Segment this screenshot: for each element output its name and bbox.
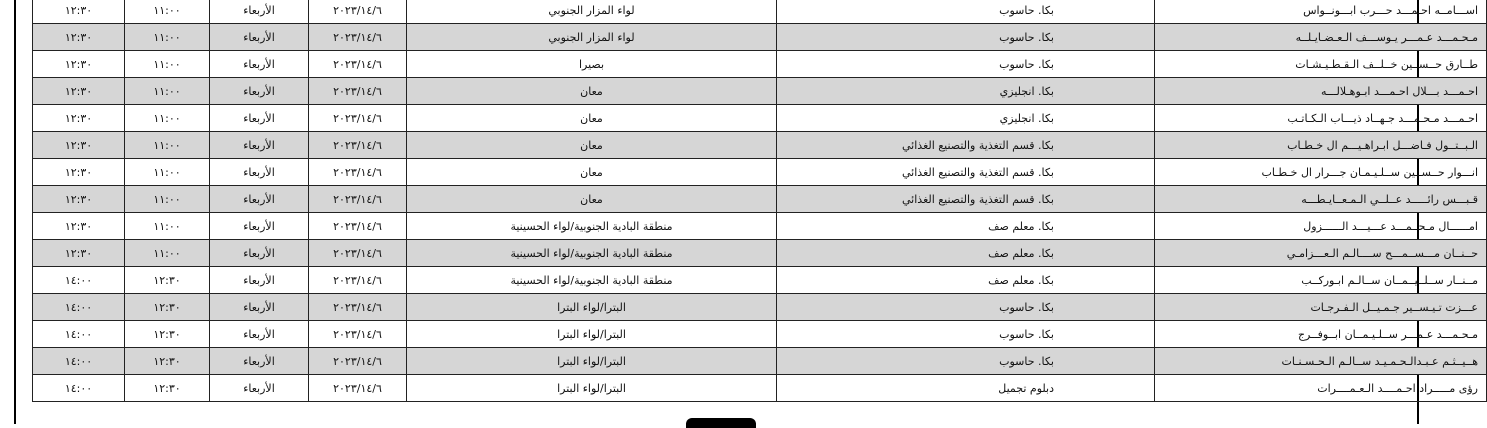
specialty-cell: بكا. حاسوب [777,0,1155,24]
end-time-cell: ١٤:٠٠ [33,348,125,375]
start-time-cell: ١٢:٣٠ [125,375,210,402]
end-time-cell: ١٢:٣٠ [33,78,125,105]
location-cell: البترا/لواء البترا [407,294,777,321]
day-cell: الأربعاء [210,159,309,186]
table-row [33,294,1487,321]
date-cell: ٢٠٢٣/١٤/٦ [309,0,407,24]
candidate-name-cell: احـمـــد مـحـمـــد جـهــاد ذيـــاب الـكـاتـب [1155,105,1487,132]
table-row [33,132,1487,159]
location-cell: معان [407,186,777,213]
day-cell: الأربعاء [210,213,309,240]
candidate-name-cell: مـحـمـــد عـمـــر ســلـيـمــان ابــوفــرج [1155,321,1487,348]
location-cell: لواء المزار الجنوبي [407,0,777,24]
start-time-cell: ١١:٠٠ [125,51,210,78]
day-cell: الأربعاء [210,105,309,132]
table-row [33,0,1487,24]
date-cell: ٢٠٢٣/١٤/٦ [309,186,407,213]
specialty-cell: بكا. معلم صف [777,267,1155,294]
location-cell: معان [407,105,777,132]
specialty-cell: دبلوم تجميل [777,375,1155,402]
date-cell: ٢٠٢٣/١٤/٦ [309,159,407,186]
end-time-cell: ١٢:٣٠ [33,186,125,213]
specialty-cell: بكا. حاسوب [777,348,1155,375]
table-row [33,105,1487,132]
end-time-cell: ١٢:٣٠ [33,240,125,267]
specialty-cell: بكا. معلم صف [777,240,1155,267]
day-cell: الأربعاء [210,375,309,402]
start-time-cell: ١٢:٣٠ [125,267,210,294]
table-row [33,213,1487,240]
candidate-name-cell: رؤى مـــــراد احـمــــد الـعـمــــرات [1155,375,1487,402]
table-row [33,78,1487,105]
end-time-cell: ١٢:٣٠ [33,51,125,78]
specialty-cell: بكا. حاسوب [777,24,1155,51]
table-row [33,267,1487,294]
start-time-cell: ١١:٠٠ [125,186,210,213]
date-cell: ٢٠٢٣/١٤/٦ [309,105,407,132]
table-row [33,240,1487,267]
day-cell: الأربعاء [210,348,309,375]
candidate-name-cell: عـــزت تـيـســير جـمـيــل الـفـرجـات [1155,294,1487,321]
location-cell: معان [407,78,777,105]
specialty-cell: بكا. قسم التغذية والتصنيع الغذائي [777,132,1155,159]
specialty-cell: بكا. قسم التغذية والتصنيع الغذائي [777,186,1155,213]
day-cell: الأربعاء [210,24,309,51]
candidate-name-cell: اســـامــه احـمـــد حـــرب ابـــونــواس [1155,0,1487,24]
end-time-cell: ١٢:٣٠ [33,105,125,132]
location-cell: منطقة البادية الجنوبية/لواء الحسينية [407,213,777,240]
location-cell: بصيرا [407,51,777,78]
end-time-cell: ١٢:٣٠ [33,0,125,24]
end-time-cell: ١٤:٠٠ [33,321,125,348]
start-time-cell: ١١:٠٠ [125,240,210,267]
location-cell: منطقة البادية الجنوبية/لواء الحسينية [407,267,777,294]
date-cell: ٢٠٢٣/١٤/٦ [309,348,407,375]
day-cell: الأربعاء [210,240,309,267]
day-cell: الأربعاء [210,186,309,213]
date-cell: ٢٠٢٣/١٤/٦ [309,375,407,402]
end-time-cell: ١٤:٠٠ [33,375,125,402]
location-cell: منطقة البادية الجنوبية/لواء الحسينية [407,240,777,267]
start-time-cell: ١٢:٣٠ [125,294,210,321]
specialty-cell: بكا. حاسوب [777,321,1155,348]
candidate-name-cell: هــيــثـم عـبـدالـحـمـيـد ســالـم الـحـسـنـات [1155,348,1487,375]
start-time-cell: ١١:٠٠ [125,105,210,132]
day-cell: الأربعاء [210,51,309,78]
date-cell: ٢٠٢٣/١٤/٦ [309,240,407,267]
candidate-name-cell: مـحـمـــد عـمـــر يـوســـف الـعـضـايـلــه [1155,24,1487,51]
start-time-cell: ١١:٠٠ [125,0,210,24]
day-cell: الأربعاء [210,294,309,321]
start-time-cell: ١٢:٣٠ [125,348,210,375]
date-cell: ٢٠٢٣/١٤/٦ [309,267,407,294]
end-time-cell: ١٢:٣٠ [33,24,125,51]
start-time-cell: ١١:٠٠ [125,24,210,51]
specialty-cell: بكا. قسم التغذية والتصنيع الغذائي [777,159,1155,186]
table-row [33,24,1487,51]
table-row [33,321,1487,348]
date-cell: ٢٠٢٣/١٤/٦ [309,24,407,51]
day-cell: الأربعاء [210,321,309,348]
page-tab-marker [686,418,756,428]
candidate-name-cell: حــنــان مـــســمـــح ســــالـم الـعـــزامـي [1155,240,1487,267]
end-time-cell: ١٢:٣٠ [33,213,125,240]
candidate-name-cell: انـــوار حــســين ســلـيـمـان جـــرار ال خـطـاب [1155,159,1487,186]
location-cell: معان [407,159,777,186]
day-cell: الأربعاء [210,0,309,24]
end-time-cell: ١٢:٣٠ [33,159,125,186]
day-cell: الأربعاء [210,132,309,159]
day-cell: الأربعاء [210,78,309,105]
specialty-cell: بكا. معلم صف [777,213,1155,240]
end-time-cell: ١٤:٠٠ [33,294,125,321]
date-cell: ٢٠٢٣/١٤/٦ [309,51,407,78]
start-time-cell: ١٢:٣٠ [125,321,210,348]
date-cell: ٢٠٢٣/١٤/٦ [309,213,407,240]
table-row [33,375,1487,402]
location-cell: البترا/لواء البترا [407,321,777,348]
location-cell: معان [407,132,777,159]
candidate-name-cell: قـبـــس رائـــــد عــلــي الـمـعــايـطـــه [1155,186,1487,213]
start-time-cell: ١١:٠٠ [125,213,210,240]
location-cell: البترا/لواء البترا [407,375,777,402]
candidate-name-cell: الـبــتــول فـاضـــل ابـراهـيـــم ال خـطـاب [1155,132,1487,159]
end-time-cell: ١٤:٠٠ [33,267,125,294]
table-row [33,348,1487,375]
candidate-name-cell: امــــــال مـحــمـــد عـــيـــد الــــــزول [1155,213,1487,240]
schedule-table-body [33,0,1487,402]
end-time-cell: ١٢:٣٠ [33,132,125,159]
specialty-cell: بكا. حاسوب [777,294,1155,321]
table-row [33,159,1487,186]
location-cell: لواء المزار الجنوبي [407,24,777,51]
start-time-cell: ١١:٠٠ [125,159,210,186]
day-cell: الأربعاء [210,267,309,294]
date-cell: ٢٠٢٣/١٤/٦ [309,132,407,159]
schedule-table [32,0,1487,402]
specialty-cell: بكا. انجليزي [777,78,1155,105]
table-row [33,186,1487,213]
candidate-name-cell: طــارق حــســين خــلــف الـقـطـيـشـات [1155,51,1487,78]
candidate-name-cell: مــنــار ســلــيــمــان ســالـم ابـوركــب [1155,267,1487,294]
candidate-name-cell: احـمـــد بـــلال احـمـــد ابـوهـلالـــه [1155,78,1487,105]
date-cell: ٢٠٢٣/١٤/٦ [309,321,407,348]
table-row [33,51,1487,78]
date-cell: ٢٠٢٣/١٤/٦ [309,294,407,321]
location-cell: البترا/لواء البترا [407,348,777,375]
start-time-cell: ١١:٠٠ [125,132,210,159]
specialty-cell: بكا. انجليزي [777,105,1155,132]
specialty-cell: بكا. حاسوب [777,51,1155,78]
date-cell: ٢٠٢٣/١٤/٦ [309,78,407,105]
start-time-cell: ١١:٠٠ [125,78,210,105]
